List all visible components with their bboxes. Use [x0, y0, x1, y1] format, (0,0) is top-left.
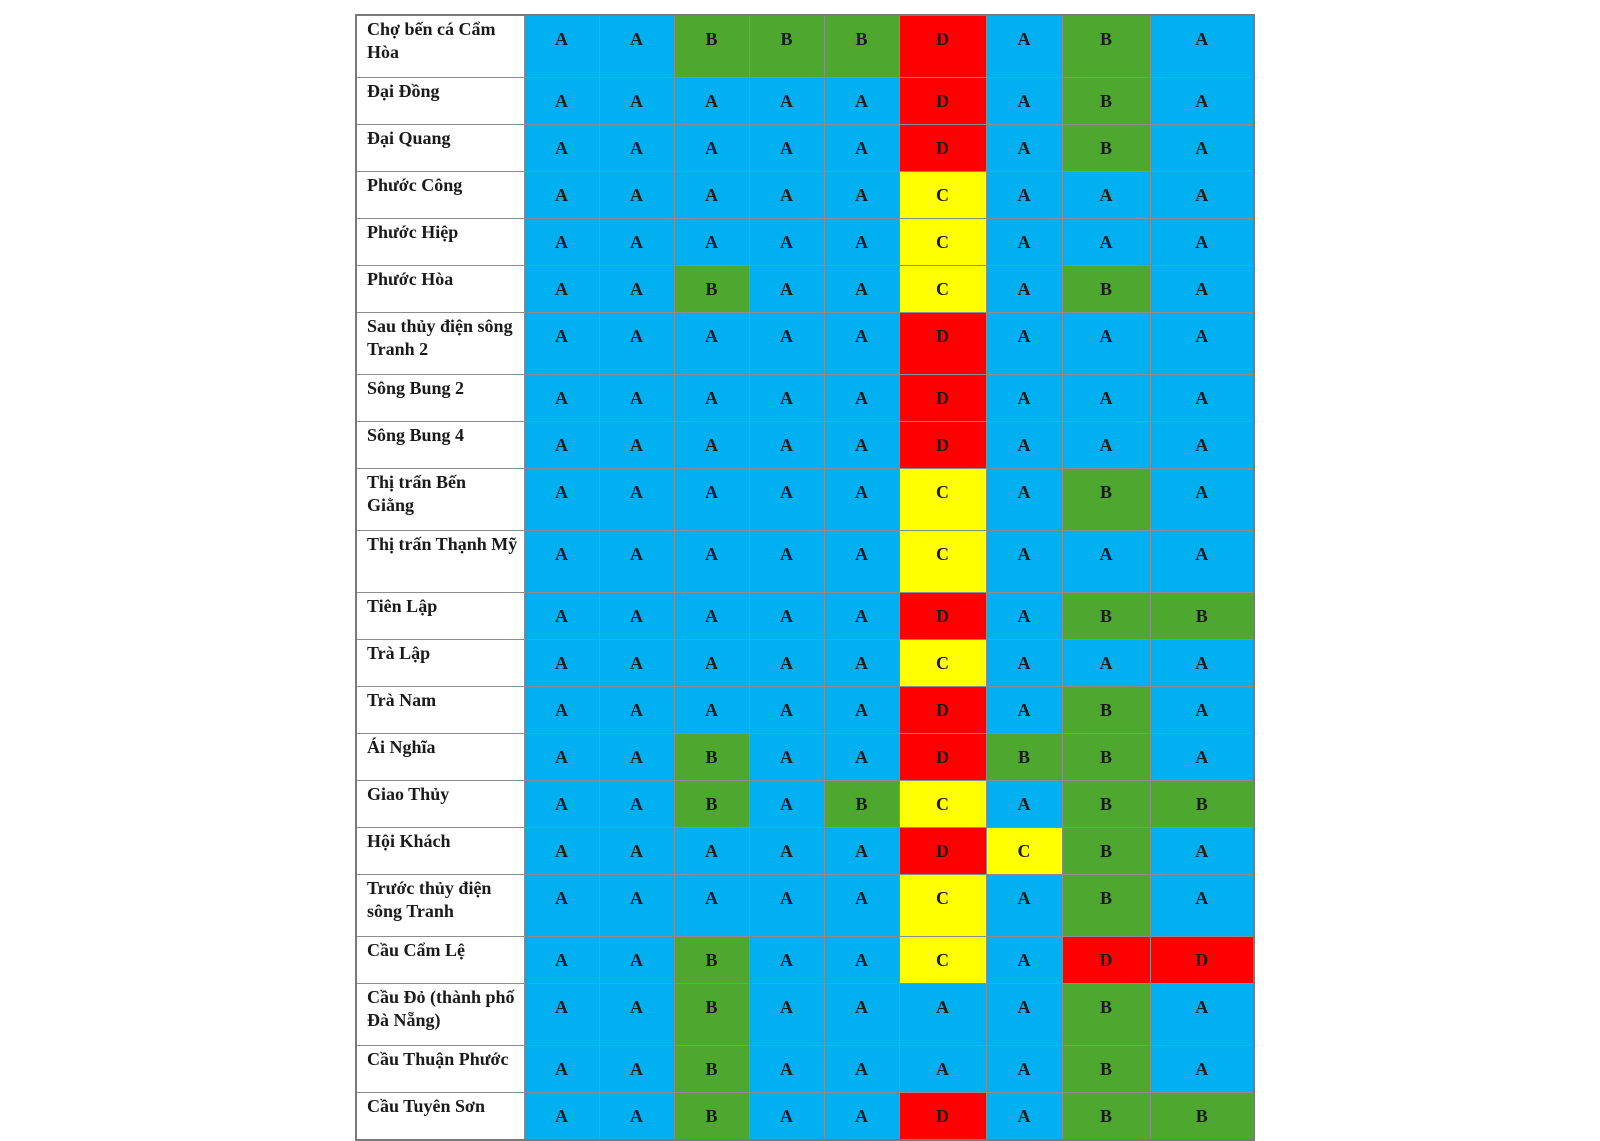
- grade-cell: A: [899, 1045, 986, 1092]
- table-row: [356, 265, 1254, 312]
- grade-cell: A: [824, 530, 899, 592]
- grade-cell: A: [674, 374, 749, 421]
- table-row: [356, 827, 1254, 874]
- grade-cell: A: [749, 592, 824, 639]
- grade-cell: A: [749, 312, 824, 374]
- grade-cell: D: [899, 374, 986, 421]
- grade-cell: A: [524, 124, 599, 171]
- grade-cell: A: [824, 874, 899, 936]
- table-row: [356, 639, 1254, 686]
- grade-cell: A: [599, 874, 674, 936]
- grade-cell: A: [986, 374, 1062, 421]
- grade-cell: A: [599, 592, 674, 639]
- grade-cell: A: [1150, 15, 1254, 77]
- station-name-cell: Sông Bung 4: [356, 421, 524, 468]
- grade-cell: D: [899, 686, 986, 733]
- table-row: [356, 421, 1254, 468]
- grade-cell: D: [1150, 936, 1254, 983]
- station-name-cell: Cầu Tuyên Sơn: [356, 1092, 524, 1140]
- grade-cell: A: [824, 265, 899, 312]
- grade-cell: A: [986, 983, 1062, 1045]
- grade-cell: A: [524, 1092, 599, 1140]
- grade-cell: A: [749, 983, 824, 1045]
- grade-cell: A: [824, 733, 899, 780]
- grade-cell: B: [674, 780, 749, 827]
- station-name-cell: Cầu Cẩm Lệ: [356, 936, 524, 983]
- grade-cell: B: [674, 983, 749, 1045]
- grade-cell: A: [899, 983, 986, 1045]
- grade-cell: A: [1150, 312, 1254, 374]
- grade-cell: A: [749, 530, 824, 592]
- grade-cell: A: [824, 686, 899, 733]
- grade-cell: A: [524, 171, 599, 218]
- grade-cell: A: [599, 171, 674, 218]
- grade-cell: D: [899, 592, 986, 639]
- grade-cell: A: [524, 874, 599, 936]
- grade-cell: A: [599, 686, 674, 733]
- table-row: [356, 936, 1254, 983]
- grade-cell: A: [749, 265, 824, 312]
- grade-cell: A: [824, 1092, 899, 1140]
- grade-cell: D: [1062, 936, 1150, 983]
- grade-cell: A: [599, 124, 674, 171]
- table-row: [356, 218, 1254, 265]
- station-name-cell: Ái Nghĩa: [356, 733, 524, 780]
- grade-cell: A: [1150, 218, 1254, 265]
- grade-cell: A: [824, 124, 899, 171]
- table-row: [356, 374, 1254, 421]
- grade-cell: A: [524, 421, 599, 468]
- grade-cell: B: [1062, 468, 1150, 530]
- station-name-cell: Giao Thủy: [356, 780, 524, 827]
- grade-cell: A: [1062, 530, 1150, 592]
- grade-cell: A: [986, 592, 1062, 639]
- grade-cell: A: [986, 936, 1062, 983]
- station-name-cell: Phước Hòa: [356, 265, 524, 312]
- grade-cell: B: [1062, 592, 1150, 639]
- grade-cell: A: [749, 686, 824, 733]
- grade-cell: A: [524, 312, 599, 374]
- grade-cell: B: [1062, 15, 1150, 77]
- grade-cell: A: [524, 686, 599, 733]
- station-name-cell: Sông Bung 2: [356, 374, 524, 421]
- grade-cell: A: [599, 374, 674, 421]
- grade-cell: A: [1150, 530, 1254, 592]
- grade-cell: A: [674, 827, 749, 874]
- grade-cell: A: [824, 421, 899, 468]
- grade-cell: A: [599, 421, 674, 468]
- grade-cell: A: [599, 936, 674, 983]
- grade-cell: A: [824, 312, 899, 374]
- table-row: [356, 312, 1254, 374]
- grade-cell: A: [986, 1045, 1062, 1092]
- grade-cell: A: [674, 421, 749, 468]
- table-row: [356, 874, 1254, 936]
- grade-cell: C: [899, 936, 986, 983]
- table-row: [356, 530, 1254, 592]
- grade-cell: A: [1150, 1045, 1254, 1092]
- grade-cell: C: [899, 468, 986, 530]
- grade-cell: B: [749, 15, 824, 77]
- grade-cell: A: [524, 15, 599, 77]
- grade-cell: A: [749, 218, 824, 265]
- grade-cell: A: [824, 218, 899, 265]
- grade-cell: A: [599, 1092, 674, 1140]
- grade-cell: A: [986, 312, 1062, 374]
- grade-cell: A: [749, 733, 824, 780]
- grade-cell: A: [1150, 171, 1254, 218]
- grade-cell: A: [749, 171, 824, 218]
- grade-cell: A: [749, 874, 824, 936]
- grade-cell: D: [899, 827, 986, 874]
- grade-cell: A: [749, 124, 824, 171]
- grade-cell: A: [524, 827, 599, 874]
- grade-cell: B: [1150, 1092, 1254, 1140]
- grade-cell: A: [599, 780, 674, 827]
- grade-cell: B: [824, 780, 899, 827]
- table-row: [356, 124, 1254, 171]
- grade-cell: B: [1062, 983, 1150, 1045]
- station-name-cell: Thị trấn Bến Giằng: [356, 468, 524, 530]
- grade-cell: D: [899, 124, 986, 171]
- grade-cell: B: [1062, 265, 1150, 312]
- grade-cell: A: [1150, 77, 1254, 124]
- grade-cell: A: [986, 1092, 1062, 1140]
- grade-cell: B: [824, 15, 899, 77]
- station-name-cell: Cầu Đỏ (thành phố Đà Nẵng): [356, 983, 524, 1045]
- grade-cell: A: [1062, 421, 1150, 468]
- grade-cell: B: [674, 265, 749, 312]
- grade-cell: D: [899, 15, 986, 77]
- grade-cell: B: [1062, 124, 1150, 171]
- grade-cell: A: [824, 1045, 899, 1092]
- grade-cell: D: [899, 1092, 986, 1140]
- grade-cell: A: [749, 77, 824, 124]
- grade-cell: A: [524, 733, 599, 780]
- grade-cell: C: [899, 639, 986, 686]
- grade-cell: D: [899, 77, 986, 124]
- grade-cell: A: [986, 77, 1062, 124]
- grade-cell: A: [1150, 374, 1254, 421]
- grade-cell: A: [524, 218, 599, 265]
- grade-cell: C: [899, 874, 986, 936]
- grade-cell: D: [899, 312, 986, 374]
- grade-cell: A: [986, 15, 1062, 77]
- station-name-cell: Đại Đồng: [356, 77, 524, 124]
- grade-cell: A: [524, 374, 599, 421]
- grade-cell: A: [524, 639, 599, 686]
- grade-cell: A: [749, 374, 824, 421]
- table-row: [356, 983, 1254, 1045]
- grade-cell: B: [1150, 780, 1254, 827]
- grade-cell: A: [986, 639, 1062, 686]
- grade-cell: A: [524, 936, 599, 983]
- grade-cell: A: [1150, 639, 1254, 686]
- table-row: [356, 686, 1254, 733]
- grade-cell: A: [986, 686, 1062, 733]
- table-row: [356, 733, 1254, 780]
- grade-cell: A: [524, 780, 599, 827]
- grade-cell: A: [824, 936, 899, 983]
- table-row: [356, 171, 1254, 218]
- grade-cell: A: [599, 218, 674, 265]
- grade-cell: A: [599, 530, 674, 592]
- grade-cell: A: [674, 171, 749, 218]
- station-name-cell: Phước Hiệp: [356, 218, 524, 265]
- grade-cell: A: [824, 827, 899, 874]
- grade-cell: A: [524, 77, 599, 124]
- table-row: [356, 468, 1254, 530]
- station-name-cell: Hội Khách: [356, 827, 524, 874]
- grade-cell: A: [749, 1045, 824, 1092]
- station-name-cell: Cầu Thuận Phước: [356, 1045, 524, 1092]
- grade-cell: A: [986, 265, 1062, 312]
- grade-cell: A: [524, 265, 599, 312]
- grade-cell: A: [986, 530, 1062, 592]
- station-name-cell: Chợ bến cá Cẩm Hòa: [356, 15, 524, 77]
- grade-cell: A: [1150, 265, 1254, 312]
- grade-cell: A: [824, 468, 899, 530]
- grade-cell: A: [986, 468, 1062, 530]
- grade-cell: B: [1150, 592, 1254, 639]
- grade-cell: A: [599, 15, 674, 77]
- grade-cell: A: [599, 1045, 674, 1092]
- table-row: [356, 1092, 1254, 1140]
- grade-cell: A: [824, 171, 899, 218]
- station-name-cell: Tiên Lập: [356, 592, 524, 639]
- grade-cell: A: [599, 733, 674, 780]
- grade-cell: B: [986, 733, 1062, 780]
- grade-cell: B: [674, 733, 749, 780]
- grade-cell: A: [599, 639, 674, 686]
- table-row: [356, 780, 1254, 827]
- grade-cell: A: [674, 124, 749, 171]
- grade-cell: A: [749, 780, 824, 827]
- grade-cell: A: [986, 171, 1062, 218]
- grade-cell: A: [524, 530, 599, 592]
- grade-cell: A: [599, 827, 674, 874]
- grade-cell: B: [1062, 827, 1150, 874]
- table-row: [356, 592, 1254, 639]
- grade-cell: A: [1150, 983, 1254, 1045]
- grade-cell: B: [674, 936, 749, 983]
- grade-cell: A: [824, 77, 899, 124]
- grade-cell: A: [1150, 686, 1254, 733]
- grade-cell: A: [524, 468, 599, 530]
- table-row: [356, 1045, 1254, 1092]
- grade-cell: A: [1150, 827, 1254, 874]
- table-row: [356, 77, 1254, 124]
- grade-cell: A: [674, 77, 749, 124]
- station-name-cell: Trà Lập: [356, 639, 524, 686]
- grade-cell: A: [986, 874, 1062, 936]
- station-name-cell: Phước Công: [356, 171, 524, 218]
- station-name-cell: Trà Nam: [356, 686, 524, 733]
- station-name-cell: Trước thủy điện sông Tranh: [356, 874, 524, 936]
- grade-cell: A: [749, 639, 824, 686]
- grade-cell: A: [674, 218, 749, 265]
- water-quality-grade-table: [355, 14, 1255, 1141]
- grade-cell: A: [1150, 124, 1254, 171]
- grade-cell: A: [674, 686, 749, 733]
- grade-cell: A: [1150, 468, 1254, 530]
- grade-cell: A: [824, 639, 899, 686]
- grade-cell: C: [899, 780, 986, 827]
- grade-cell: A: [1062, 639, 1150, 686]
- grade-cell: C: [899, 171, 986, 218]
- station-name-cell: Thị trấn Thạnh Mỹ: [356, 530, 524, 592]
- grade-cell: A: [599, 983, 674, 1045]
- station-name-cell: Sau thủy điện sông Tranh 2: [356, 312, 524, 374]
- grade-cell: A: [986, 421, 1062, 468]
- grade-cell: B: [1062, 733, 1150, 780]
- grade-cell: B: [674, 1045, 749, 1092]
- grade-cell: A: [986, 124, 1062, 171]
- grade-cell: A: [524, 983, 599, 1045]
- grade-cell: A: [749, 1092, 824, 1140]
- grade-cell: A: [599, 77, 674, 124]
- grade-cell: A: [749, 468, 824, 530]
- grade-cell: A: [1062, 312, 1150, 374]
- station-name-cell: Đại Quang: [356, 124, 524, 171]
- grade-cell: A: [674, 592, 749, 639]
- grade-cell: A: [1062, 218, 1150, 265]
- grade-cell: C: [899, 530, 986, 592]
- grade-cell: A: [824, 592, 899, 639]
- grade-cell: A: [524, 592, 599, 639]
- grade-cell: A: [824, 983, 899, 1045]
- grade-cell: A: [524, 1045, 599, 1092]
- grade-cell: B: [1062, 686, 1150, 733]
- grade-cell: A: [599, 468, 674, 530]
- grade-cell: A: [674, 468, 749, 530]
- grade-cell: D: [899, 733, 986, 780]
- grade-cell: A: [674, 312, 749, 374]
- grade-cell: A: [1062, 374, 1150, 421]
- grade-cell: A: [749, 827, 824, 874]
- grade-cell: A: [824, 374, 899, 421]
- grade-cell: A: [674, 530, 749, 592]
- grade-cell: B: [1062, 874, 1150, 936]
- grade-cell: A: [674, 639, 749, 686]
- grade-cell: D: [899, 421, 986, 468]
- grade-cell: A: [599, 312, 674, 374]
- grade-cell: B: [1062, 1092, 1150, 1140]
- grade-cell: A: [986, 780, 1062, 827]
- grade-cell: A: [674, 874, 749, 936]
- grade-cell: B: [674, 15, 749, 77]
- grade-cell: A: [749, 936, 824, 983]
- grade-cell: A: [1150, 733, 1254, 780]
- grade-cell: C: [899, 218, 986, 265]
- grade-cell: B: [1062, 1045, 1150, 1092]
- grade-cell: A: [1150, 874, 1254, 936]
- grade-cell: A: [1062, 171, 1150, 218]
- table-body: [356, 15, 1254, 1140]
- grade-cell: B: [1062, 77, 1150, 124]
- grade-cell: A: [986, 218, 1062, 265]
- grade-cell: A: [749, 421, 824, 468]
- grade-cell: C: [899, 265, 986, 312]
- grade-cell: B: [1062, 780, 1150, 827]
- table-row: [356, 15, 1254, 77]
- grade-cell: A: [599, 265, 674, 312]
- grade-cell: C: [986, 827, 1062, 874]
- grade-cell: A: [1150, 421, 1254, 468]
- grade-cell: B: [674, 1092, 749, 1140]
